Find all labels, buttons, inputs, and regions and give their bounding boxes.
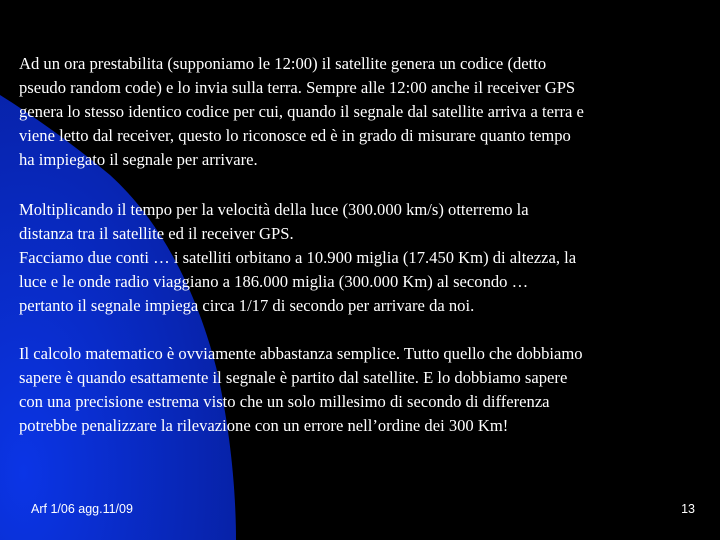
paragraph-2 xyxy=(19,198,709,318)
text-line: con una precisione estrema visto che un solo millesimo di secondo di differenza xyxy=(19,392,550,411)
text-line: Facciamo due conti … i satelliti orbitano a 10.900 miglia (17.450 Km) di altezza, la xyxy=(19,248,577,267)
text-line: luce e le onde radio viaggiano a 186.000 miglia (300.000 Km) al secondo … xyxy=(19,272,529,291)
text-line: Moltiplicando il tempo per la velocità della luce (300.000 km/s) otterremo la xyxy=(19,200,529,219)
text-line: genera lo stesso identico codice per cui, quando il segnale dal satellite arriva a terra e xyxy=(19,102,584,121)
text-line: distanza tra il satellite ed il receiver GPS. xyxy=(19,224,294,243)
text-line: pseudo random code) e lo invia sulla terra. Sempre alle 12:00 anche il receiver GPS xyxy=(19,78,576,97)
paragraph-3 xyxy=(19,342,709,438)
text-line: Ad un ora prestabilita (supponiamo le 12:00) il satellite genera un codice (detto xyxy=(19,54,547,73)
text-line: pertanto il segnale impiega circa 1/17 di secondo per arrivare da noi. xyxy=(19,296,475,315)
text-line: ha impiegato il segnale per arrivare. xyxy=(19,150,258,169)
text-line: potrebbe penalizzare la rilevazione con un errore nell’ordine dei 300 Km! xyxy=(19,416,509,435)
text-line: sapere è quando esattamente il segnale è partito dal satellite. E lo dobbiamo sapere xyxy=(19,368,568,387)
text-line: viene letto dal receiver, questo lo riconosce ed è in grado di misurare quanto tempo xyxy=(19,126,571,145)
page-number: 13 xyxy=(681,502,695,516)
footer-date-label: Arf 1/06 agg.11/09 xyxy=(31,502,133,516)
paragraph-1 xyxy=(19,52,709,172)
text-line: Il calcolo matematico è ovviamente abbastanza semplice. Tutto quello che dobbiamo xyxy=(19,344,583,363)
